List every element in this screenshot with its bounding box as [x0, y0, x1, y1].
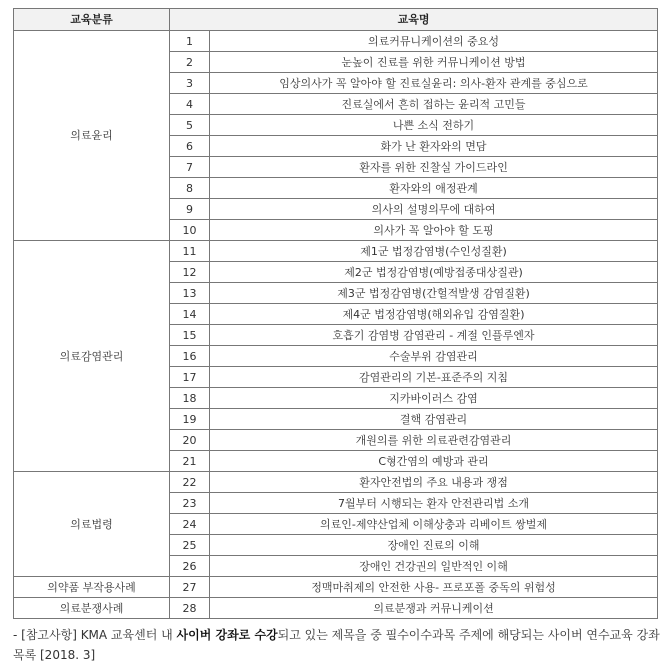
- course-title: C형간염의 예방과 관리: [210, 451, 658, 472]
- course-title: 진료실에서 흔히 접하는 윤리적 고민들: [210, 94, 658, 115]
- course-title: 의료커뮤니케이션의 중요성: [210, 31, 658, 52]
- course-title: 의사가 꼭 알아야 할 도핑: [210, 220, 658, 241]
- course-title: 제2군 법정감염병(예방접종대상질관): [210, 262, 658, 283]
- course-title: 눈높이 진료를 위한 커뮤니케이션 방법: [210, 52, 658, 73]
- course-number: 14: [170, 304, 210, 325]
- course-number: 18: [170, 388, 210, 409]
- table-row: [14, 472, 658, 493]
- course-title: 제4군 법정감염병(해외유입 감염질환): [210, 304, 658, 325]
- curriculum-table: [13, 8, 658, 619]
- course-title: 의료인-제약산업체 이해상충과 리베이트 쌍벌제: [210, 514, 658, 535]
- course-number: 12: [170, 262, 210, 283]
- course-number: 24: [170, 514, 210, 535]
- category-cell: 의료분쟁사례: [14, 598, 170, 619]
- reference-note: [13, 625, 663, 665]
- course-number: 22: [170, 472, 210, 493]
- course-number: 6: [170, 136, 210, 157]
- course-number: 1: [170, 31, 210, 52]
- course-number: 20: [170, 430, 210, 451]
- course-number: 7: [170, 157, 210, 178]
- course-title: 제3군 법정감염병(간헐적발생 감염질환): [210, 283, 658, 304]
- course-title: 개원의를 위한 의료관련감염관리: [210, 430, 658, 451]
- course-title: 환자와의 애정관계: [210, 178, 658, 199]
- course-number: 27: [170, 577, 210, 598]
- course-number: 4: [170, 94, 210, 115]
- table-row: [14, 241, 658, 262]
- header-course-name: 교육명: [170, 9, 658, 31]
- course-title: 의사의 설명의무에 대하여: [210, 199, 658, 220]
- table-header-row: [14, 9, 658, 31]
- course-title: 제1군 법정감염병(수인성질환): [210, 241, 658, 262]
- category-cell: 의료윤리: [14, 31, 170, 241]
- course-number: 9: [170, 199, 210, 220]
- course-number: 26: [170, 556, 210, 577]
- course-number: 17: [170, 367, 210, 388]
- course-title: 결핵 감염관리: [210, 409, 658, 430]
- course-number: 3: [170, 73, 210, 94]
- course-title: 장애인 건강권의 일반적인 이해: [210, 556, 658, 577]
- course-number: 2: [170, 52, 210, 73]
- course-number: 23: [170, 493, 210, 514]
- course-number: 16: [170, 346, 210, 367]
- course-title: 임상의사가 꼭 알아야 할 진료실윤리: 의사-환자 관계를 중심으로: [210, 73, 658, 94]
- course-number: 8: [170, 178, 210, 199]
- note-bold: 사이버 강좌로 수강: [176, 628, 278, 642]
- note-prefix: - [참고사항] KMA 교육센터 내: [13, 628, 177, 642]
- course-number: 19: [170, 409, 210, 430]
- course-title: 나쁜 소식 전하기: [210, 115, 658, 136]
- table-row: [14, 598, 658, 619]
- course-title: 환자를 위한 진찰실 가이드라인: [210, 157, 658, 178]
- course-title: 장애인 진료의 이해: [210, 535, 658, 556]
- course-number: 11: [170, 241, 210, 262]
- category-cell: 의약품 부작용사례: [14, 577, 170, 598]
- header-category: 교육분류: [14, 9, 170, 31]
- table-body: [14, 31, 658, 619]
- category-cell: 의료법령: [14, 472, 170, 577]
- table-row: [14, 31, 658, 52]
- course-title: 감염관리의 기본-표준주의 지침: [210, 367, 658, 388]
- course-number: 21: [170, 451, 210, 472]
- course-number: 10: [170, 220, 210, 241]
- course-title: 화가 난 환자와의 면담: [210, 136, 658, 157]
- course-number: 25: [170, 535, 210, 556]
- course-title: 수술부위 감염관리: [210, 346, 658, 367]
- course-title: 정맥마취제의 안전한 사용- 프로포폴 중독의 위험성: [210, 577, 658, 598]
- category-cell: 의료감염관리: [14, 241, 170, 472]
- course-title: 의료분쟁과 커뮤니케이션: [210, 598, 658, 619]
- course-title: 지카바이러스 감염: [210, 388, 658, 409]
- course-number: 15: [170, 325, 210, 346]
- course-title: 환자안전법의 주요 내용과 쟁점: [210, 472, 658, 493]
- table-row: [14, 577, 658, 598]
- note-suffix: 되고 있는 제목을 중 필수이수과목 주제에 해당되는 사이버 연수교육 강좌 목록 [2018. 3]: [13, 628, 660, 662]
- course-number: 5: [170, 115, 210, 136]
- course-title: 호흡기 감염병 감염관리 - 계절 인플루엔자: [210, 325, 658, 346]
- course-title: 7월부터 시행되는 환자 안전관리법 소개: [210, 493, 658, 514]
- course-number: 28: [170, 598, 210, 619]
- course-number: 13: [170, 283, 210, 304]
